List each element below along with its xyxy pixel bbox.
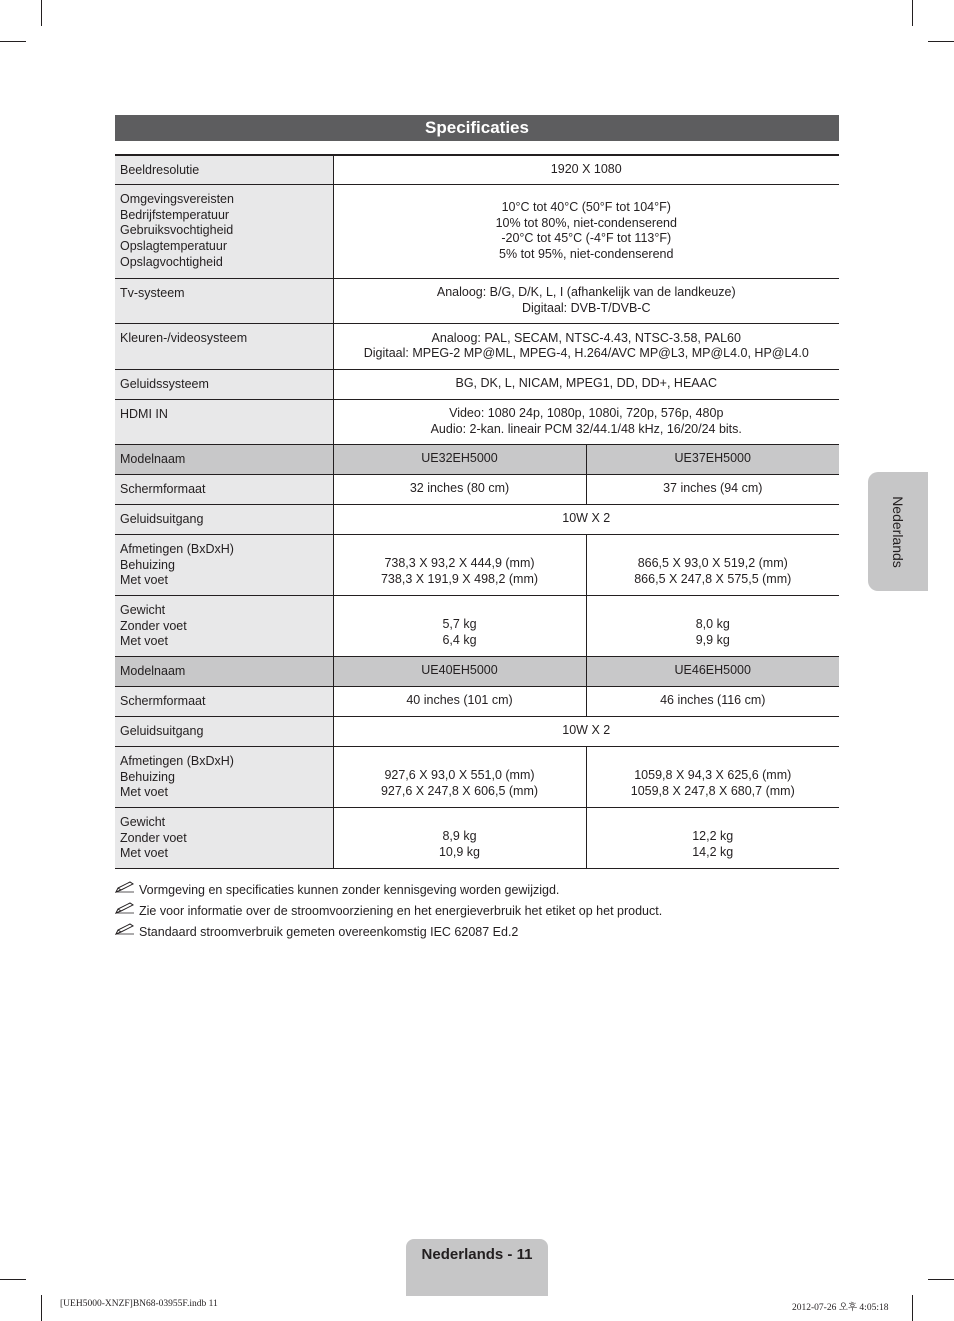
crop-mark	[912, 1295, 913, 1321]
language-side-tab	[868, 472, 928, 591]
pencil-note-icon	[115, 880, 139, 901]
weight-line: 6,4 kg	[442, 632, 477, 647]
spec-label	[115, 399, 333, 444]
spec-value-line: Video: 1080 24p, 1080p, 1080i, 720p, 576p, 480p	[449, 406, 724, 420]
model-name: UE46EH5000	[586, 656, 839, 686]
spec-label	[115, 155, 333, 184]
spec-label-line: Bedrijfstemperatuur	[120, 207, 230, 222]
spec-value-line: Digitaal: DVB-T/DVB-C	[522, 300, 651, 315]
table-row	[115, 504, 839, 534]
spec-label-line: Met voet	[120, 785, 168, 800]
pencil-note-icon	[115, 922, 139, 943]
spec-label-line: Afmetingen (BxDxH)	[120, 541, 234, 556]
spec-label-line: Behuizing	[120, 769, 175, 784]
spec-label-line: Met voet	[120, 634, 168, 649]
spec-value-line: Audio: 2-kan. lineair PCM 32/44.1/48 kHz, 16/20/24 bits.	[430, 421, 742, 436]
weight	[333, 595, 586, 656]
weight-line: 9,9 kg	[695, 632, 730, 647]
screen-size: 37 inches (94 cm)	[663, 481, 763, 496]
spec-label: Geluidsuitgang	[115, 504, 333, 534]
spec-label-line: Zonder voet	[120, 830, 187, 845]
spec-value-line: BG, DK, L, NICAM, MPEG1, DD, DD+, HEAAC	[455, 376, 717, 391]
model-name: UE32EH5000	[333, 444, 586, 474]
dimensions-line: 738,3 X 191,9 X 498,2 (mm)	[380, 571, 539, 586]
dimensions	[333, 534, 586, 595]
model-name: UE40EH5000	[333, 656, 586, 686]
spec-value	[333, 323, 839, 369]
dimensions-line: 738,3 X 93,2 X 444,9 (mm)	[384, 556, 535, 570]
note-text: Standaard stroomverbruik gemeten overeenkomstig IEC 62087 Ed.2	[139, 925, 519, 939]
spec-label-line: Beeldresolutie	[120, 163, 200, 177]
spec-label-line: Gewicht	[120, 814, 166, 829]
crop-mark	[0, 1279, 26, 1280]
spec-label-line: Afmetingen (BxDxH)	[120, 753, 234, 768]
note-item	[115, 880, 662, 901]
table-row	[115, 534, 839, 595]
weight-line: 10,9 kg	[438, 844, 480, 859]
weight	[333, 807, 586, 868]
spec-table-body	[115, 155, 839, 868]
spec-label: Schermformaat	[115, 474, 333, 504]
table-row	[115, 278, 839, 323]
sound-output: 10W X 2	[562, 723, 611, 738]
model-label: Modelnaam	[115, 656, 333, 686]
spec-value	[333, 399, 839, 444]
spec-label	[115, 184, 333, 278]
spec-value	[333, 278, 839, 323]
table-row	[115, 686, 839, 716]
weight-line: 5,7 kg	[442, 617, 477, 631]
spec-value-line: Analoog: B/G, D/K, L, I (afhankelijk van de landkeuze)	[436, 285, 736, 299]
model-row	[115, 444, 839, 474]
dimensions	[586, 746, 839, 807]
weight-line: 8,9 kg	[442, 829, 477, 843]
crop-mark	[41, 1295, 42, 1321]
pencil-note-icon	[115, 901, 139, 922]
dimensions-line: 1059,8 X 94,3 X 625,6 (mm)	[634, 768, 792, 782]
table-row	[115, 323, 839, 369]
table-row	[115, 716, 839, 746]
spec-value-line: Analoog: PAL, SECAM, NTSC-4.43, NTSC-3.58, PAL60	[431, 330, 741, 345]
table-row	[115, 474, 839, 504]
crop-mark	[928, 41, 954, 42]
spec-label-line: Gewicht	[120, 602, 166, 617]
spec-label-line: Omgevingsvereisten	[120, 191, 234, 206]
spec-label-line: Gebruiksvochtigheid	[120, 223, 234, 238]
spec-value-line: 10°C tot 40°C (50°F tot 104°F)	[501, 199, 671, 214]
model-label: Modelnaam	[115, 444, 333, 474]
spec-value-line: -20°C tot 45°C (-4°F tot 113°F)	[501, 231, 672, 246]
dimensions-line: 1059,8 X 247,8 X 680,7 (mm)	[630, 783, 795, 798]
table-row	[115, 807, 839, 868]
spec-table	[115, 154, 839, 869]
screen-size: 40 inches (101 cm)	[333, 686, 586, 716]
spec-label-line: Opslagvochtigheid	[120, 254, 223, 269]
dimensions-line: 927,6 X 247,8 X 606,5 (mm)	[380, 783, 539, 798]
spec-label-line: Met voet	[120, 846, 168, 861]
dimensions-line: 866,5 X 93,0 X 519,2 (mm)	[637, 556, 788, 570]
crop-mark	[928, 1279, 954, 1280]
dimensions	[586, 534, 839, 595]
spec-label-line: Met voet	[120, 573, 168, 588]
notes-list	[115, 880, 662, 943]
spec-value	[333, 369, 839, 399]
crop-mark	[41, 0, 42, 26]
table-row	[115, 399, 839, 444]
table-row	[115, 155, 839, 184]
spec-value-line: 10% tot 80%, niet-condenserend	[495, 215, 677, 230]
spec-label	[115, 807, 333, 868]
table-row	[115, 746, 839, 807]
note-text: Zie voor informatie over de stroomvoorziening en het energieverbruik het etiket op het product.	[139, 904, 663, 918]
spec-value	[333, 184, 839, 278]
spec-label: Geluidsuitgang	[115, 716, 333, 746]
spec-value-line: Digitaal: MPEG-2 MP@ML, MPEG-4, H.264/AVC MP@L3, MP@L4.0, HP@L4.0	[363, 346, 809, 361]
screen-size: 32 inches (80 cm)	[333, 474, 586, 504]
spec-label	[115, 278, 333, 323]
weight-line: 14,2 kg	[692, 844, 734, 859]
weight	[586, 807, 839, 868]
spec-label-line: Tv-systeem	[120, 285, 185, 300]
language-side-tab-label: Nederlands	[890, 495, 906, 568]
note-item	[115, 901, 662, 922]
page-number-tab: Nederlands - 11	[406, 1239, 548, 1296]
dimensions-line: 866,5 X 247,8 X 575,5 (mm)	[634, 571, 792, 586]
crop-mark	[912, 0, 913, 26]
table-row	[115, 184, 839, 278]
footer-file-info: [UEH5000-XNZF]BN68-03955F.indb 11	[60, 1299, 218, 1309]
weight-line: 12,2 kg	[692, 829, 734, 843]
screen-size: 46 inches (116 cm)	[660, 693, 766, 708]
dimensions-line: 927,6 X 93,0 X 551,0 (mm)	[384, 768, 535, 782]
note-text: Vormgeving en specificaties kunnen zonder kennisgeving worden gewijzigd.	[139, 883, 560, 897]
model-name: UE37EH5000	[586, 444, 839, 474]
table-row	[115, 595, 839, 656]
footer-timestamp: 2012-07-26 오후 4:05:18	[792, 1303, 889, 1313]
note-item	[115, 922, 662, 943]
spec-label	[115, 746, 333, 807]
spec-label	[115, 534, 333, 595]
spec-label	[115, 369, 333, 399]
spec-label-line: Zonder voet	[120, 618, 187, 633]
weight	[586, 595, 839, 656]
model-row	[115, 656, 839, 686]
spec-label-line: Opslagtemperatuur	[120, 239, 228, 254]
spec-label-line: Geluidssysteem	[120, 376, 209, 391]
spec-label	[115, 323, 333, 369]
spec-value-line: 1920 X 1080	[550, 162, 622, 176]
dimensions	[333, 746, 586, 807]
spec-value-line: 5% tot 95%, niet-condenserend	[499, 247, 674, 262]
spec-label-line: HDMI IN	[120, 406, 168, 421]
spec-label-line: Kleuren-/videosysteem	[120, 330, 248, 345]
spec-label-line: Behuizing	[120, 557, 175, 572]
spec-label: Schermformaat	[115, 686, 333, 716]
section-title: Specificaties	[115, 115, 839, 141]
spec-label	[115, 595, 333, 656]
sound-output: 10W X 2	[562, 511, 611, 526]
weight-line: 8,0 kg	[695, 617, 730, 631]
spec-value	[333, 155, 839, 184]
crop-mark	[0, 41, 26, 42]
table-row	[115, 369, 839, 399]
